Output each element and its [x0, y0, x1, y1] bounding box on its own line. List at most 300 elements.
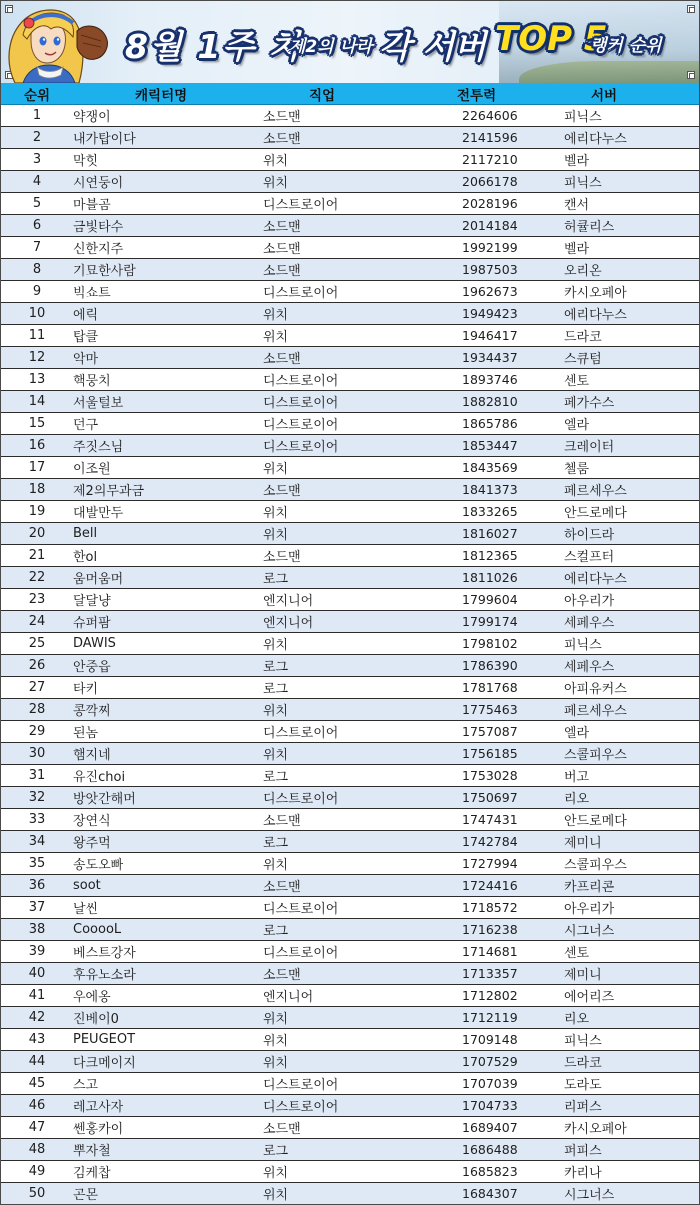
cell-server: 페가수스 — [561, 391, 699, 413]
table-row — [1, 171, 699, 193]
cell-character: 이조원 — [73, 457, 261, 479]
cell-class: 디스트로이어 — [261, 413, 457, 435]
cell-rank: 35 — [1, 853, 73, 875]
cell-rank: 11 — [1, 325, 73, 347]
cell-class: 위치 — [261, 325, 457, 347]
cell-rank: 29 — [1, 721, 73, 743]
cell-character: 유진choi — [73, 765, 261, 787]
table-row — [1, 677, 699, 699]
cell-power: 1689407 — [457, 1117, 561, 1139]
table-row — [1, 655, 699, 677]
cell-power: 1707529 — [457, 1051, 561, 1073]
cell-character: 슈퍼팜 — [73, 611, 261, 633]
banner — [1, 1, 699, 83]
cell-server: 오리온 — [561, 259, 699, 281]
cell-server: 엘라 — [561, 721, 699, 743]
cell-character: 신한지주 — [73, 237, 261, 259]
cell-rank: 18 — [1, 479, 73, 501]
banner-title-game: 제2의 나라 — [289, 37, 373, 57]
cell-class: 디스트로이어 — [261, 897, 457, 919]
cell-rank: 40 — [1, 963, 73, 985]
cell-class: 로그 — [261, 1139, 457, 1161]
table-row — [1, 347, 699, 369]
cell-rank: 39 — [1, 941, 73, 963]
cell-power: 1709148 — [457, 1029, 561, 1051]
blonde-character-icon — [1, 1, 125, 83]
cell-power: 1753028 — [457, 765, 561, 787]
cell-class: 위치 — [261, 149, 457, 171]
table-row — [1, 875, 699, 897]
cell-character: 대발만두 — [73, 501, 261, 523]
cell-rank: 49 — [1, 1161, 73, 1183]
cell-server: 리오 — [561, 1007, 699, 1029]
cell-rank: 13 — [1, 369, 73, 391]
cell-rank: 45 — [1, 1073, 73, 1095]
cell-server: 허큘리스 — [561, 215, 699, 237]
cell-server: 스컬프터 — [561, 545, 699, 567]
cell-rank: 6 — [1, 215, 73, 237]
cell-rank: 4 — [1, 171, 73, 193]
cell-character: 다크메이지 — [73, 1051, 261, 1073]
cell-character: 베스트강자 — [73, 941, 261, 963]
cell-server: 버고 — [561, 765, 699, 787]
cell-rank: 30 — [1, 743, 73, 765]
cell-power: 1853447 — [457, 435, 561, 457]
cell-server: 피닉스 — [561, 105, 699, 127]
cell-rank: 42 — [1, 1007, 73, 1029]
cell-power: 2028196 — [457, 193, 561, 215]
cell-class: 위치 — [261, 171, 457, 193]
cell-rank: 22 — [1, 567, 73, 589]
table-row — [1, 1007, 699, 1029]
cell-class: 소드맨 — [261, 963, 457, 985]
cell-power: 1742784 — [457, 831, 561, 853]
cell-rank: 41 — [1, 985, 73, 1007]
cell-class: 디스트로이어 — [261, 369, 457, 391]
cell-character: 내가탑이다 — [73, 127, 261, 149]
cell-rank: 25 — [1, 633, 73, 655]
table-row — [1, 127, 699, 149]
cell-class: 소드맨 — [261, 215, 457, 237]
cell-server: 크레이터 — [561, 435, 699, 457]
cell-power: 1684307 — [457, 1183, 561, 1205]
cell-rank: 9 — [1, 281, 73, 303]
cell-class: 위치 — [261, 1007, 457, 1029]
cell-power: 2014184 — [457, 215, 561, 237]
cell-character: soot — [73, 875, 261, 897]
cell-class: 소드맨 — [261, 545, 457, 567]
cell-class: 엔지니어 — [261, 985, 457, 1007]
cell-power: 1724416 — [457, 875, 561, 897]
cell-power: 1750697 — [457, 787, 561, 809]
cell-server: 시그너스 — [561, 919, 699, 941]
cell-rank: 19 — [1, 501, 73, 523]
table-row — [1, 259, 699, 281]
table-row — [1, 941, 699, 963]
cell-server: 안드로메다 — [561, 809, 699, 831]
cell-rank: 44 — [1, 1051, 73, 1073]
table-row — [1, 633, 699, 655]
cell-character: 송도오빠 — [73, 853, 261, 875]
cell-power: 1713357 — [457, 963, 561, 985]
cell-power: 1843569 — [457, 457, 561, 479]
cell-power: 1799174 — [457, 611, 561, 633]
cell-power: 1992199 — [457, 237, 561, 259]
cell-server: 카시오페아 — [561, 281, 699, 303]
cell-server: 캔서 — [561, 193, 699, 215]
table-row — [1, 457, 699, 479]
table-row — [1, 963, 699, 985]
cell-server: 에리다누스 — [561, 303, 699, 325]
cell-class: 로그 — [261, 655, 457, 677]
cell-power: 2066178 — [457, 171, 561, 193]
table-row — [1, 985, 699, 1007]
cell-rank: 17 — [1, 457, 73, 479]
table-row — [1, 1183, 699, 1205]
cell-class: 로그 — [261, 919, 457, 941]
cell-power: 2117210 — [457, 149, 561, 171]
cell-class: 로그 — [261, 831, 457, 853]
cell-character: 마블곰 — [73, 193, 261, 215]
cell-class: 위치 — [261, 1051, 457, 1073]
cell-rank: 23 — [1, 589, 73, 611]
cell-class: 디스트로이어 — [261, 941, 457, 963]
cell-server: 아우리가 — [561, 589, 699, 611]
cell-power: 1882810 — [457, 391, 561, 413]
cell-server: 안드로메다 — [561, 501, 699, 523]
cell-class: 위치 — [261, 699, 457, 721]
table-row — [1, 193, 699, 215]
table-row — [1, 325, 699, 347]
table-row — [1, 721, 699, 743]
table-row — [1, 523, 699, 545]
cell-character: 제2의무과금 — [73, 479, 261, 501]
cell-rank: 32 — [1, 787, 73, 809]
frame-corner-icon — [687, 5, 695, 13]
table-row — [1, 743, 699, 765]
table-row — [1, 237, 699, 259]
cell-power: 1707039 — [457, 1073, 561, 1095]
table-row — [1, 435, 699, 457]
cell-server: 카프리콘 — [561, 875, 699, 897]
cell-character: 탑클 — [73, 325, 261, 347]
cell-power: 1727994 — [457, 853, 561, 875]
cell-server: 카시오페아 — [561, 1117, 699, 1139]
cell-character: 뿌자철 — [73, 1139, 261, 1161]
cell-character: Bell — [73, 523, 261, 545]
cell-server: 엘라 — [561, 413, 699, 435]
header-rank: 순위 — [1, 83, 73, 105]
cell-class: 위치 — [261, 633, 457, 655]
cell-power: 1841373 — [457, 479, 561, 501]
cell-power: 1686488 — [457, 1139, 561, 1161]
cell-character: 우에옹 — [73, 985, 261, 1007]
cell-power: 1756185 — [457, 743, 561, 765]
table-row — [1, 149, 699, 171]
table-row — [1, 413, 699, 435]
cell-rank: 24 — [1, 611, 73, 633]
cell-server: 카리나 — [561, 1161, 699, 1183]
cell-server: 스콜피우스 — [561, 853, 699, 875]
cell-class: 위치 — [261, 1183, 457, 1205]
cell-rank: 33 — [1, 809, 73, 831]
cell-class: 디스트로이어 — [261, 193, 457, 215]
cell-server: 리오 — [561, 787, 699, 809]
cell-class: 디스트로이어 — [261, 391, 457, 413]
cell-power: 1865786 — [457, 413, 561, 435]
table-row — [1, 303, 699, 325]
cell-power: 1962673 — [457, 281, 561, 303]
cell-character: 방앗간해머 — [73, 787, 261, 809]
cell-power: 1949423 — [457, 303, 561, 325]
cell-rank: 48 — [1, 1139, 73, 1161]
cell-server: 센토 — [561, 941, 699, 963]
cell-server: 피닉스 — [561, 633, 699, 655]
cell-character: 시연둥이 — [73, 171, 261, 193]
banner-title-server: 각 서버 — [379, 27, 487, 66]
header-server: 서버 — [561, 83, 699, 105]
table-header-row — [1, 83, 699, 105]
cell-character: 날씬 — [73, 897, 261, 919]
cell-character: 움머움머 — [73, 567, 261, 589]
cell-rank: 37 — [1, 897, 73, 919]
cell-character: 한ol — [73, 545, 261, 567]
cell-character: DAWIS — [73, 633, 261, 655]
cell-class: 소드맨 — [261, 809, 457, 831]
cell-rank: 34 — [1, 831, 73, 853]
cell-character: 달달냥 — [73, 589, 261, 611]
cell-server: 페르세우스 — [561, 479, 699, 501]
cell-power: 1714681 — [457, 941, 561, 963]
cell-character: 약쟁이 — [73, 105, 261, 127]
table-row — [1, 545, 699, 567]
cell-character: 던구 — [73, 413, 261, 435]
table-row — [1, 567, 699, 589]
cell-server: 벨라 — [561, 237, 699, 259]
cell-rank: 28 — [1, 699, 73, 721]
cell-class: 위치 — [261, 523, 457, 545]
cell-rank: 5 — [1, 193, 73, 215]
cell-class: 디스트로이어 — [261, 721, 457, 743]
cell-rank: 50 — [1, 1183, 73, 1205]
cell-rank: 3 — [1, 149, 73, 171]
cell-rank: 12 — [1, 347, 73, 369]
table-row — [1, 1029, 699, 1051]
cell-rank: 46 — [1, 1095, 73, 1117]
table-row — [1, 1051, 699, 1073]
cell-character: 김케찹 — [73, 1161, 261, 1183]
banner-title-week: 8월 1주 차 — [125, 27, 304, 66]
cell-power: 2264606 — [457, 105, 561, 127]
cell-class: 엔지니어 — [261, 611, 457, 633]
cell-class: 소드맨 — [261, 259, 457, 281]
cell-character: 햄지네 — [73, 743, 261, 765]
cell-power: 1718572 — [457, 897, 561, 919]
header-class: 직업 — [261, 83, 457, 105]
table-row — [1, 765, 699, 787]
cell-power: 1812365 — [457, 545, 561, 567]
cell-server: 스콜피우스 — [561, 743, 699, 765]
cell-power: 1934437 — [457, 347, 561, 369]
cell-class: 위치 — [261, 743, 457, 765]
table-row — [1, 281, 699, 303]
cell-power: 1704733 — [457, 1095, 561, 1117]
cell-power: 1685823 — [457, 1161, 561, 1183]
cell-rank: 21 — [1, 545, 73, 567]
table-row — [1, 809, 699, 831]
table-row — [1, 1117, 699, 1139]
cell-server: 벨라 — [561, 149, 699, 171]
cell-rank: 2 — [1, 127, 73, 149]
cell-rank: 26 — [1, 655, 73, 677]
cell-character: 막힛 — [73, 149, 261, 171]
cell-character: 곤몬 — [73, 1183, 261, 1205]
cell-server: 퍼피스 — [561, 1139, 699, 1161]
cell-server: 하이드라 — [561, 523, 699, 545]
cell-power: 1775463 — [457, 699, 561, 721]
table-row — [1, 1073, 699, 1095]
table-row — [1, 897, 699, 919]
cell-character: 콩깍찌 — [73, 699, 261, 721]
cell-server: 리퍼스 — [561, 1095, 699, 1117]
cell-class: 디스트로이어 — [261, 787, 457, 809]
cell-rank: 20 — [1, 523, 73, 545]
cell-class: 디스트로이어 — [261, 1073, 457, 1095]
cell-server: 세페우스 — [561, 611, 699, 633]
cell-class: 위치 — [261, 1029, 457, 1051]
cell-class: 로그 — [261, 765, 457, 787]
cell-character: PEUGEOT — [73, 1029, 261, 1051]
cell-class: 로그 — [261, 677, 457, 699]
cell-server: 첼룸 — [561, 457, 699, 479]
cell-character: 레고사자 — [73, 1095, 261, 1117]
table-row — [1, 501, 699, 523]
cell-power: 2141596 — [457, 127, 561, 149]
table-row — [1, 105, 699, 127]
cell-class: 로그 — [261, 567, 457, 589]
cell-server: 시그너스 — [561, 1183, 699, 1205]
cell-power: 1716238 — [457, 919, 561, 941]
cell-character: 스고 — [73, 1073, 261, 1095]
table-row — [1, 391, 699, 413]
frame-corner-icon — [687, 71, 695, 79]
cell-server: 스큐텀 — [561, 347, 699, 369]
ranking-table — [1, 83, 699, 1205]
cell-rank: 1 — [1, 105, 73, 127]
cell-rank: 7 — [1, 237, 73, 259]
cell-power: 1786390 — [457, 655, 561, 677]
table-row — [1, 589, 699, 611]
cell-server: 아피유커스 — [561, 677, 699, 699]
cell-class: 위치 — [261, 853, 457, 875]
cell-server: 에리다누스 — [561, 567, 699, 589]
banner-title-rank: 랭커 순위 — [590, 36, 662, 56]
cell-power: 1781768 — [457, 677, 561, 699]
cell-character: 에릭 — [73, 303, 261, 325]
cell-power: 1798102 — [457, 633, 561, 655]
cell-class: 소드맨 — [261, 1117, 457, 1139]
cell-server: 제미니 — [561, 831, 699, 853]
cell-class: 소드맨 — [261, 127, 457, 149]
cell-server: 제미니 — [561, 963, 699, 985]
table-row — [1, 787, 699, 809]
cell-server: 도라도 — [561, 1073, 699, 1095]
cell-character: 왕주먹 — [73, 831, 261, 853]
cell-power: 1946417 — [457, 325, 561, 347]
cell-class: 소드맨 — [261, 479, 457, 501]
cell-power: 1747431 — [457, 809, 561, 831]
cell-character: 장연식 — [73, 809, 261, 831]
cell-rank: 47 — [1, 1117, 73, 1139]
cell-class: 디스트로이어 — [261, 435, 457, 457]
table-row — [1, 1139, 699, 1161]
cell-power: 1816027 — [457, 523, 561, 545]
table-row — [1, 831, 699, 853]
cell-class: 위치 — [261, 303, 457, 325]
table-row — [1, 853, 699, 875]
cell-class: 소드맨 — [261, 237, 457, 259]
cell-rank: 27 — [1, 677, 73, 699]
cell-power: 1987503 — [457, 259, 561, 281]
cell-character: 핵뭉치 — [73, 369, 261, 391]
cell-power: 1712119 — [457, 1007, 561, 1029]
cell-character: 진베이0 — [73, 1007, 261, 1029]
cell-character: 안중읍 — [73, 655, 261, 677]
cell-server: 피닉스 — [561, 1029, 699, 1051]
cell-character: CooooL — [73, 919, 261, 941]
table-row — [1, 215, 699, 237]
cell-class: 엔지니어 — [261, 589, 457, 611]
cell-class: 소드맨 — [261, 875, 457, 897]
cell-server: 페르세우스 — [561, 699, 699, 721]
banner-title-top5: TOP 5 — [495, 19, 608, 59]
cell-character: 타키 — [73, 677, 261, 699]
cell-character: 쎈홍카이 — [73, 1117, 261, 1139]
table-row — [1, 479, 699, 501]
cell-rank: 43 — [1, 1029, 73, 1051]
cell-server: 피닉스 — [561, 171, 699, 193]
cell-power: 1833265 — [457, 501, 561, 523]
header-character: 캐릭터명 — [73, 83, 261, 105]
table-row — [1, 611, 699, 633]
cell-class: 디스트로이어 — [261, 281, 457, 303]
cell-rank: 15 — [1, 413, 73, 435]
cell-character: 서울털보 — [73, 391, 261, 413]
cell-rank: 31 — [1, 765, 73, 787]
cell-character: 기묘한사람 — [73, 259, 261, 281]
cell-class: 디스트로이어 — [261, 1095, 457, 1117]
cell-rank: 38 — [1, 919, 73, 941]
cell-character: 빅쇼트 — [73, 281, 261, 303]
cell-character: 된놈 — [73, 721, 261, 743]
header-power: 전투력 — [457, 83, 561, 105]
cell-server: 드라코 — [561, 325, 699, 347]
cell-rank: 16 — [1, 435, 73, 457]
cell-rank: 36 — [1, 875, 73, 897]
cell-power: 1893746 — [457, 369, 561, 391]
cell-power: 1811026 — [457, 567, 561, 589]
cell-class: 위치 — [261, 457, 457, 479]
table-row — [1, 1161, 699, 1183]
cell-rank: 8 — [1, 259, 73, 281]
table-row — [1, 919, 699, 941]
cell-rank: 10 — [1, 303, 73, 325]
cell-server: 에리다누스 — [561, 127, 699, 149]
cell-character: 금빛타수 — [73, 215, 261, 237]
cell-server: 드라코 — [561, 1051, 699, 1073]
cell-class: 위치 — [261, 1161, 457, 1183]
cell-character: 주짓스님 — [73, 435, 261, 457]
